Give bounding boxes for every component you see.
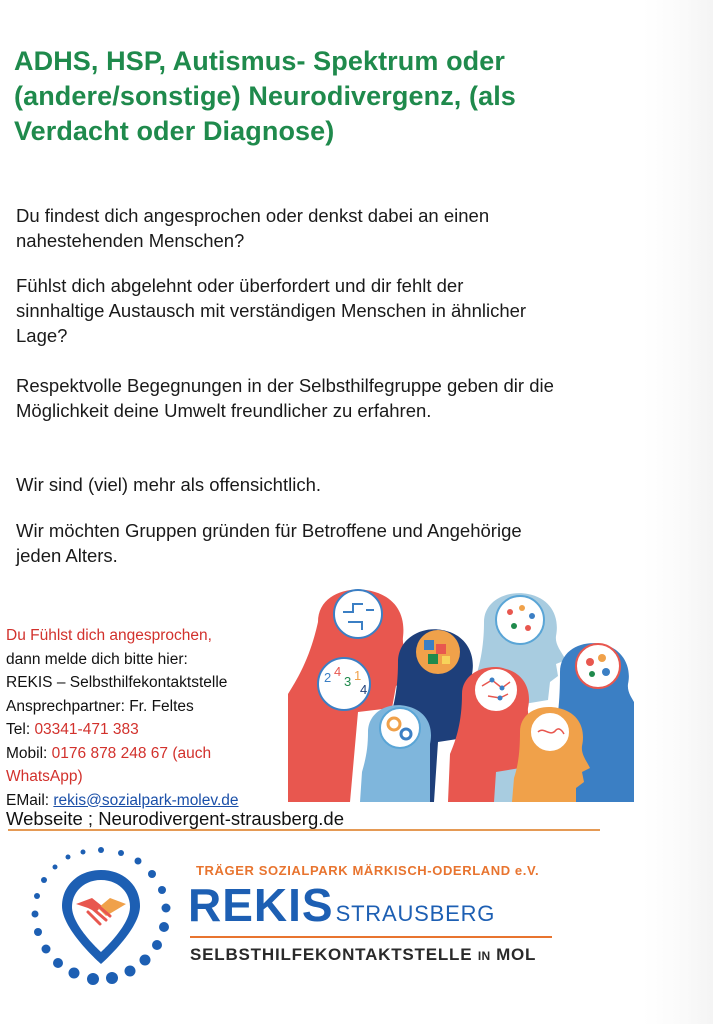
mobil-whatsapp: WhatsApp) (6, 768, 83, 785)
contact-intro: Du Fühlst dich angesprochen, (6, 627, 212, 644)
scan-edge-shading (643, 0, 713, 1024)
paragraph-4: Wir sind (viel) mehr als offensichtlich. (16, 474, 321, 495)
shk-mol: MOL (496, 945, 537, 964)
traeger-text: TRÄGER SOZIALPARK MÄRKISCH-ODERLAND e.V. (196, 863, 540, 878)
paragraph-3: Respektvolle Begegnungen in der Selbsthilfegruppe geben dir die Möglichkeit deine Umwelt freundlicher zu erfahren. (16, 375, 554, 421)
contact-org: REKIS – Selbsthilfekontaktstelle (6, 674, 228, 691)
contact-mobil-line (6, 742, 286, 766)
tel-label: Tel: (6, 721, 35, 738)
rekis-wordmark (188, 879, 496, 931)
paragraph-2: Fühlst dich abgelehnt oder überfordert und dir fehlt der sinnhaltige Austausch mit verständigen Menschen in ähnlicher Lage? (16, 275, 527, 346)
contact-block (6, 624, 286, 812)
mobil-number[interactable]: 0176 878 248 67 (auch (51, 744, 212, 762)
neurodiverse-heads-illustration (288, 582, 634, 804)
email-link[interactable]: rekis@sozialpark-molev.de (53, 791, 239, 809)
tel-number[interactable]: 03341-471 383 (34, 721, 139, 738)
selbsthilfekontaktstelle-line (190, 945, 536, 965)
strausberg-text: STRAUSBERG (335, 901, 496, 926)
contact-tel-line (6, 718, 286, 742)
head-lightblue-gears (360, 705, 431, 802)
divider-line (8, 829, 600, 831)
email-label: EMail: (6, 791, 54, 809)
website-line[interactable]: Webseite ; Neurodivergent-strausberg.de (6, 808, 344, 829)
head-white-numbers (318, 658, 370, 710)
paragraph-5: Wir möchten Gruppen gründen für Betroffene und Angehörige jeden Alters. (16, 520, 522, 566)
svg-text:4: 4 (360, 682, 368, 697)
rekis-name: REKIS (188, 879, 334, 931)
flyer-title: ADHS, HSP, Autismus- Spektrum oder (andere/sonstige) Neurodivergenz, (als Verdacht oder Diagnose) (14, 46, 516, 146)
shk-in: IN (477, 949, 491, 963)
svg-text:4: 4 (334, 664, 342, 679)
shk-main: SELBSTHILFEKONTAKTSTELLE (190, 945, 473, 964)
logo-divider (190, 936, 552, 938)
rekis-handshake-logo-icon (26, 842, 176, 992)
contact-prompt: dann melde dich bitte hier: (6, 650, 188, 668)
svg-text:2: 2 (324, 670, 332, 685)
mobil-label: Mobil: (6, 744, 52, 762)
contact-person: Ansprechpartner: Fr. Feltes (6, 697, 194, 715)
paragraph-1: Du findest dich angesprochen oder denkst dabei an einen nahestehenden Menschen? (16, 205, 490, 251)
svg-text:3: 3 (344, 674, 352, 689)
svg-text:1: 1 (354, 668, 362, 683)
